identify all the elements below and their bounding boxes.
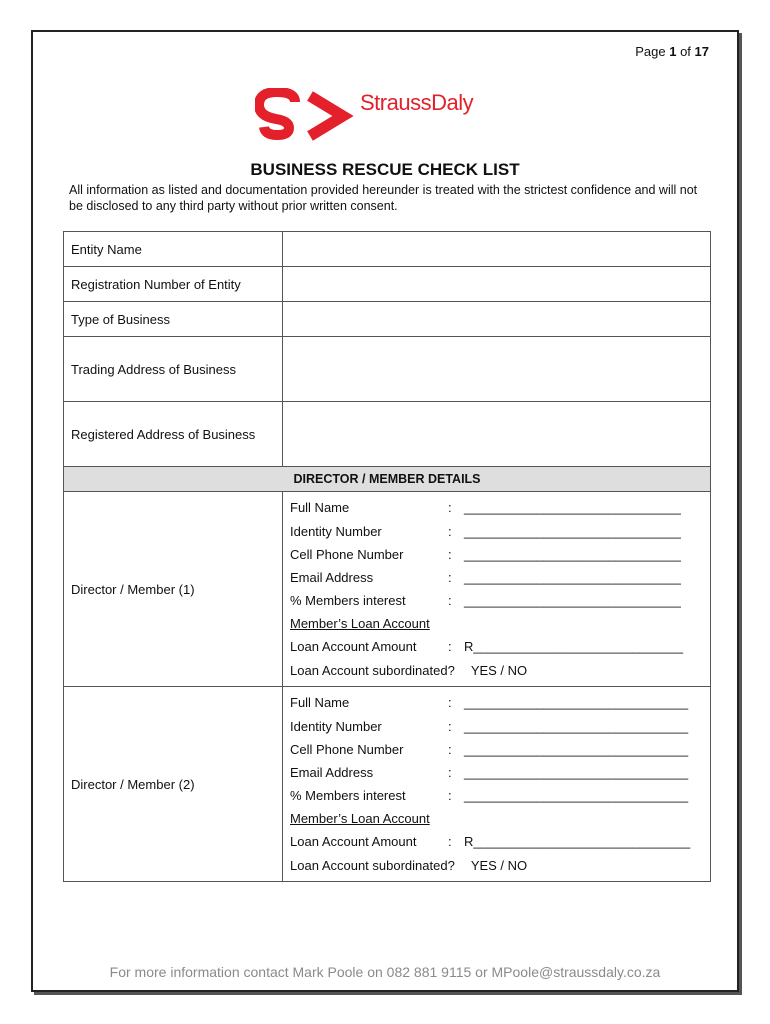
director-section-header: DIRECTOR / MEMBER DETAILS [64, 467, 711, 492]
trading-address-field[interactable] [283, 337, 711, 402]
confidentiality-notice: All information as listed and documentation provided hereunder is treated with the strictest confidence and will not be disclosed to any third party without prior written consent. [69, 183, 698, 213]
director-2-cell-phone[interactable]: Cell Phone Number : _______________________________ [290, 741, 689, 757]
director-2-full-name[interactable]: Full Name : _______________________________ [290, 695, 689, 711]
entity-name-label: Entity Name [64, 232, 283, 267]
type-of-business-label: Type of Business [64, 302, 283, 337]
director-1-label: Director / Member (1) [64, 492, 283, 687]
registration-number-field[interactable] [283, 267, 711, 302]
director-1-loan-heading: Member’s Loan Account [290, 616, 430, 632]
trading-address-row [64, 337, 711, 402]
director-2-row [64, 687, 711, 882]
document-page [31, 30, 739, 992]
director-2-details [283, 687, 711, 882]
registration-number-label: Registration Number of Entity [64, 267, 283, 302]
registered-address-label: Registered Address of Business [64, 402, 283, 467]
page-number [635, 44, 709, 59]
trading-address-label: Trading Address of Business [64, 337, 283, 402]
director-1-cell-phone[interactable]: Cell Phone Number : ______________________________ [290, 546, 681, 562]
director-1-members-interest[interactable]: % Members interest : ______________________________ [290, 593, 681, 609]
director-2-subordinated[interactable]: Loan Account subordinated? YES / NO [290, 857, 528, 873]
contact-footer: For more information contact Mark Poole on 082 881 9115 or MPoole@straussdaly.co.za [109, 964, 661, 980]
s-arrow-logo-mark [255, 88, 355, 148]
director-2-loan-amount[interactable]: Loan Account Amount : R______________________________ [290, 834, 691, 850]
director-2-identity-number[interactable]: Identity Number : _______________________________ [290, 718, 689, 734]
checklist-table [63, 231, 711, 882]
registered-address-row [64, 402, 711, 467]
director-2-email[interactable]: Email Address : _______________________________ [290, 764, 689, 780]
director-2-loan-heading: Member’s Loan Account [290, 811, 430, 827]
page-prefix: Page [635, 44, 666, 59]
director-1-yes-no[interactable]: YES / NO [470, 662, 528, 678]
page-of: of [680, 44, 691, 59]
director-1-identity-number[interactable]: Identity Number : ______________________________ [290, 523, 681, 539]
page-current: 1 [669, 44, 677, 59]
director-section-row [64, 467, 711, 492]
logo-wordmark: StraussDaly [360, 90, 474, 115]
straussdaly-logo [255, 88, 495, 148]
director-1-details [283, 492, 711, 687]
type-of-business-row [64, 302, 711, 337]
type-of-business-field[interactable] [283, 302, 711, 337]
director-1-full-name[interactable]: Full Name : ______________________________ [290, 500, 681, 516]
entity-name-row [64, 232, 711, 267]
director-2-members-interest[interactable]: % Members interest : _______________________________ [290, 788, 689, 804]
page-title: BUSINESS RESCUE CHECK LIST [250, 160, 520, 179]
director-1-row [64, 492, 711, 687]
registered-address-field[interactable] [283, 402, 711, 467]
director-1-loan-amount[interactable]: Loan Account Amount : R_____________________________ [290, 639, 684, 655]
director-2-yes-no[interactable]: YES / NO [470, 857, 528, 873]
director-1-subordinated[interactable]: Loan Account subordinated? YES / NO [290, 662, 528, 678]
entity-name-field[interactable] [283, 232, 711, 267]
page-total: 17 [694, 44, 709, 59]
director-2-label: Director / Member (2) [64, 687, 283, 882]
registration-number-row [64, 267, 711, 302]
director-1-email[interactable]: Email Address : ______________________________ [290, 569, 681, 585]
